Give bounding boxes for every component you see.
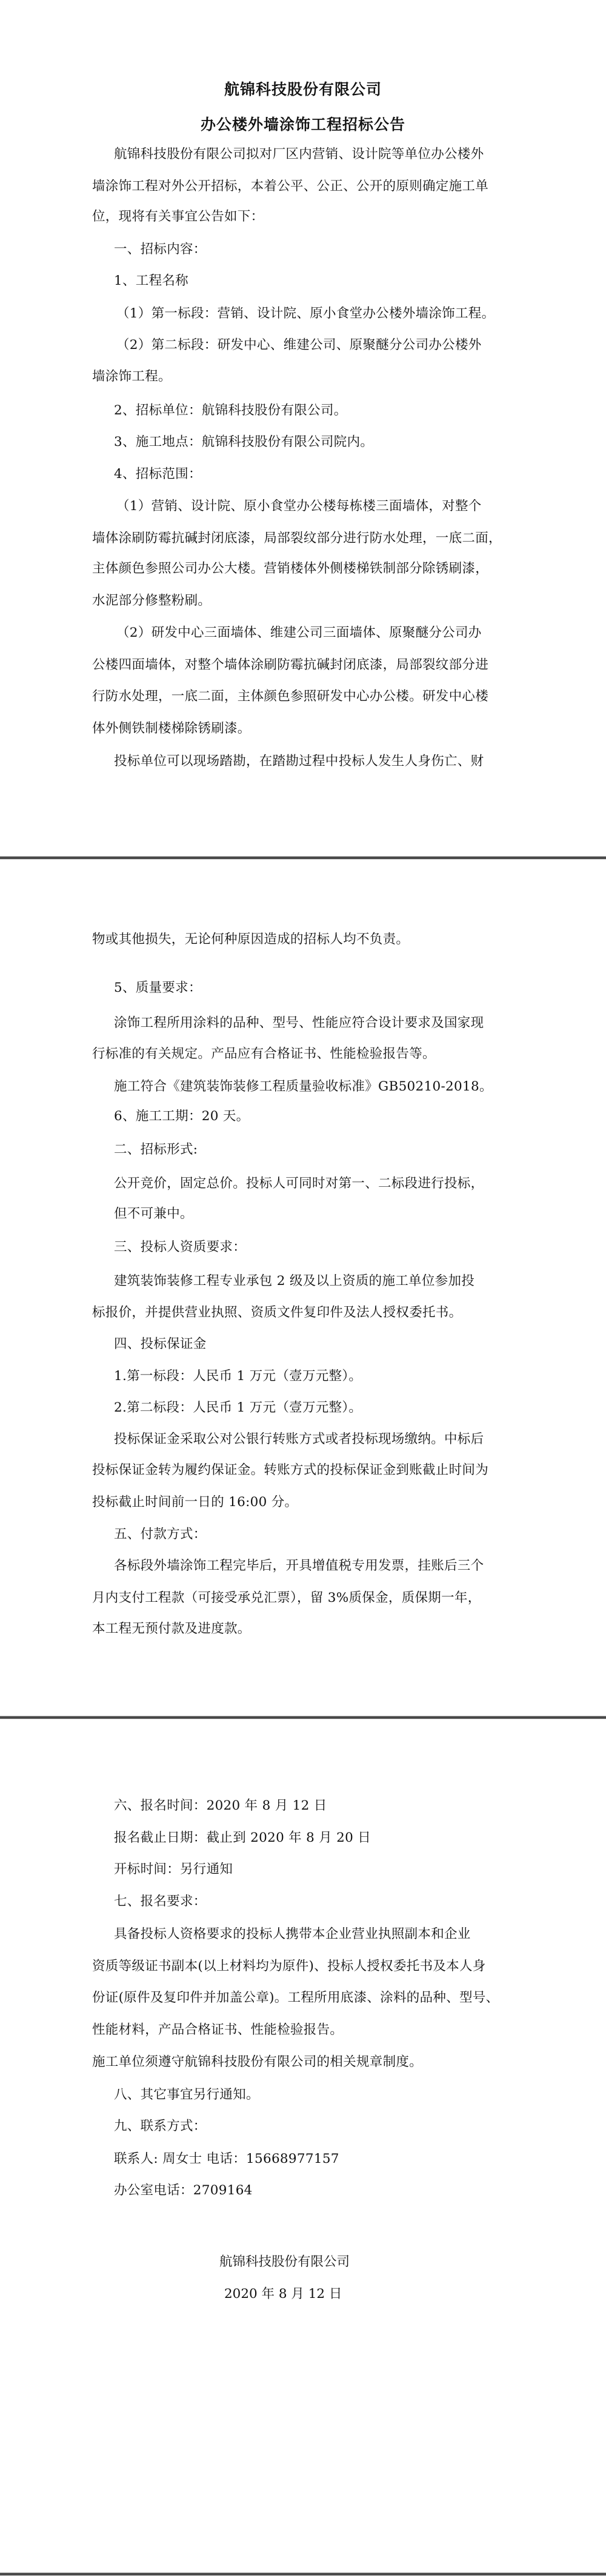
deposit-lot-2: 2.第二标段：人民币 1 万元（壹万元整）。 [114,1400,362,1415]
quality-standard: 施工符合《建筑装饰装修工程质量验收标准》GB50210-2018。 [114,1079,493,1094]
site-visit-line: 投标单位可以现场踏勘，在踏勘过程中投标人发生人身伤亡、财 [114,754,484,769]
bid-form-line: 但不可兼中。 [114,1206,193,1221]
item-heading: 4、招标范围： [114,466,202,482]
signature-company: 航锦科技股份有限公司 [219,2254,350,2269]
registration-deadline: 报名截止日期：截止到 2020 年 8 月 20 日 [114,1830,371,1845]
section-heading: 七、报名要求： [114,1894,207,1909]
requirement-line: 资质等级证书副本(以上材料均为原件)、投标人授权委托书及本人身 [92,1959,486,1974]
deposit-line: 投标截止时间前一日的 16:00 分。 [92,1495,298,1510]
section-heading: 八、其它事宜另行通知。 [114,2087,259,2102]
bid-form-line: 公开竞价，固定总价。投标人可同时对第一、二标段进行投标， [114,1176,484,1191]
intro-line: 墙涂饰工程对外公开招标，本着公平、公正、公开的原则确定施工单 [92,179,489,194]
intro-line: 位，现将有关事宜公告如下： [92,209,264,224]
requirement-line: 份证(原件及复印件并加盖公章)。工程所用底漆、涂料的品种、型号、 [92,1990,499,2005]
requirement-line: 性能材料，产品合格证书、性能检验报告。 [92,2022,344,2037]
tendering-unit: 2、招标单位：航锦科技股份有限公司。 [114,403,347,418]
section-heading: 五、付款方式： [114,1527,207,1542]
construction-site: 3、施工地点：航锦科技股份有限公司院内。 [114,434,374,450]
item-heading: 1、工程名称 [114,273,188,288]
scope-2-line: 行防水处理，一底二面，主体颜色参照研发中心办公楼。研发中心楼 [92,689,489,704]
compliance-line: 施工单位须遵守航锦科技股份有限公司的相关规章制度。 [92,2054,423,2070]
section-heading: 九、联系方式： [114,2119,207,2134]
page-1 [0,0,606,857]
scope-1-line: 水泥部分修整粉刷。 [92,593,211,608]
scope-2-line: 公楼四面墙体，对整个墙体涂刷防霉抗碱封闭底漆，局部裂纹部分进 [92,657,489,672]
page-separator [0,2572,606,2576]
lot-1-name: （1）第一标段：营销、设计院、原小食堂办公楼外墙涂饰工程。 [116,306,495,321]
payment-line: 月内支付工程款（可接受承兑汇票），留 3%质保金，质保期一年， [92,1590,481,1605]
page-3 [0,1719,606,2571]
section-heading: 二、招标形式: [114,1142,198,1157]
payment-line: 本工程无预付款及进度款。 [92,1621,251,1636]
deposit-lot-1: 1.第一标段：人民币 1 万元（壹万元整）。 [114,1369,362,1384]
scope-1-line: （1）营销、设计院、原小食堂办公楼每栋楼三面墙体，对整个 [116,499,482,514]
payment-line: 各标段外墙涂饰工程完毕后，开具增值税专用发票，挂账后三个 [114,1558,484,1573]
registration-time: 六、报名时间：2020 年 8 月 12 日 [114,1798,327,1813]
scope-2-line: 体外侧铁制楼梯除锈刷漆。 [92,721,251,736]
qualification-line: 建筑装饰装修工程专业承包 2 级及以上资质的施工单位参加投 [114,1273,475,1289]
bid-opening-time: 开标时间：另行通知 [114,1862,233,1877]
scope-2-line: （2）研发中心三面墙体、维建公司三面墙体、原聚醚分公司办 [116,625,482,640]
section-heading: 四、投标保证金 [114,1336,207,1352]
quality-line: 涂饰工程所用涂料的品种、型号、性能应符合设计要求及国家现 [114,1015,484,1031]
item-heading: 5、质量要求： [114,980,202,995]
lot-2-name: （2）第二标段：研发中心、维建公司、原聚醚分公司办公楼外 [116,337,482,353]
contact-person: 联系人: 周女士 电话：15668977157 [114,2151,339,2166]
signature-date: 2020 年 8 月 12 日 [224,2286,342,2302]
page-separator [0,856,606,860]
section-heading: 一、招标内容： [114,242,207,257]
construction-period: 6、施工工期：20 天。 [114,1109,250,1124]
scope-1-line: 墙体涂刷防霉抗碱封闭底漆，局部裂纹部分进行防水处理，一底二面， [92,531,502,546]
section-heading: 三、投标人资质要求： [114,1240,247,1255]
page-2 [0,860,606,1716]
lot-2-name-cont: 墙涂饰工程。 [92,369,171,384]
deposit-line: 投标保证金采取公对公银行转账方式或者投标现场缴纳。中标后 [114,1432,484,1447]
company-title: 航锦科技股份有限公司 [224,81,382,98]
site-visit-cont: 物或其他损失，无论何种原因造成的招标人均不负责。 [92,932,410,947]
document-title: 办公楼外墙涂饰工程招标公告 [200,116,405,133]
intro-line: 航锦科技股份有限公司拟对厂区内营销、设计院等单位办公楼外 [114,147,484,162]
qualification-line: 标报价，并提供营业执照、资质文件复印件及法人授权委托书。 [92,1305,462,1320]
scope-1-line: 主体颜色参照公司办公大楼。营销楼体外侧楼梯铁制部分除锈刷漆， [92,561,489,576]
office-phone: 办公室电话：2709164 [114,2183,253,2198]
requirement-line: 具备投标人资格要求的投标人携带本企业营业执照副本和企业 [114,1927,471,1942]
quality-line: 行标准的有关规定。产品应有合格证书、性能检验报告等。 [92,1046,436,1061]
deposit-line: 投标保证金转为履约保证金。转账方式的投标保证金到账截止时间为 [92,1462,489,1478]
